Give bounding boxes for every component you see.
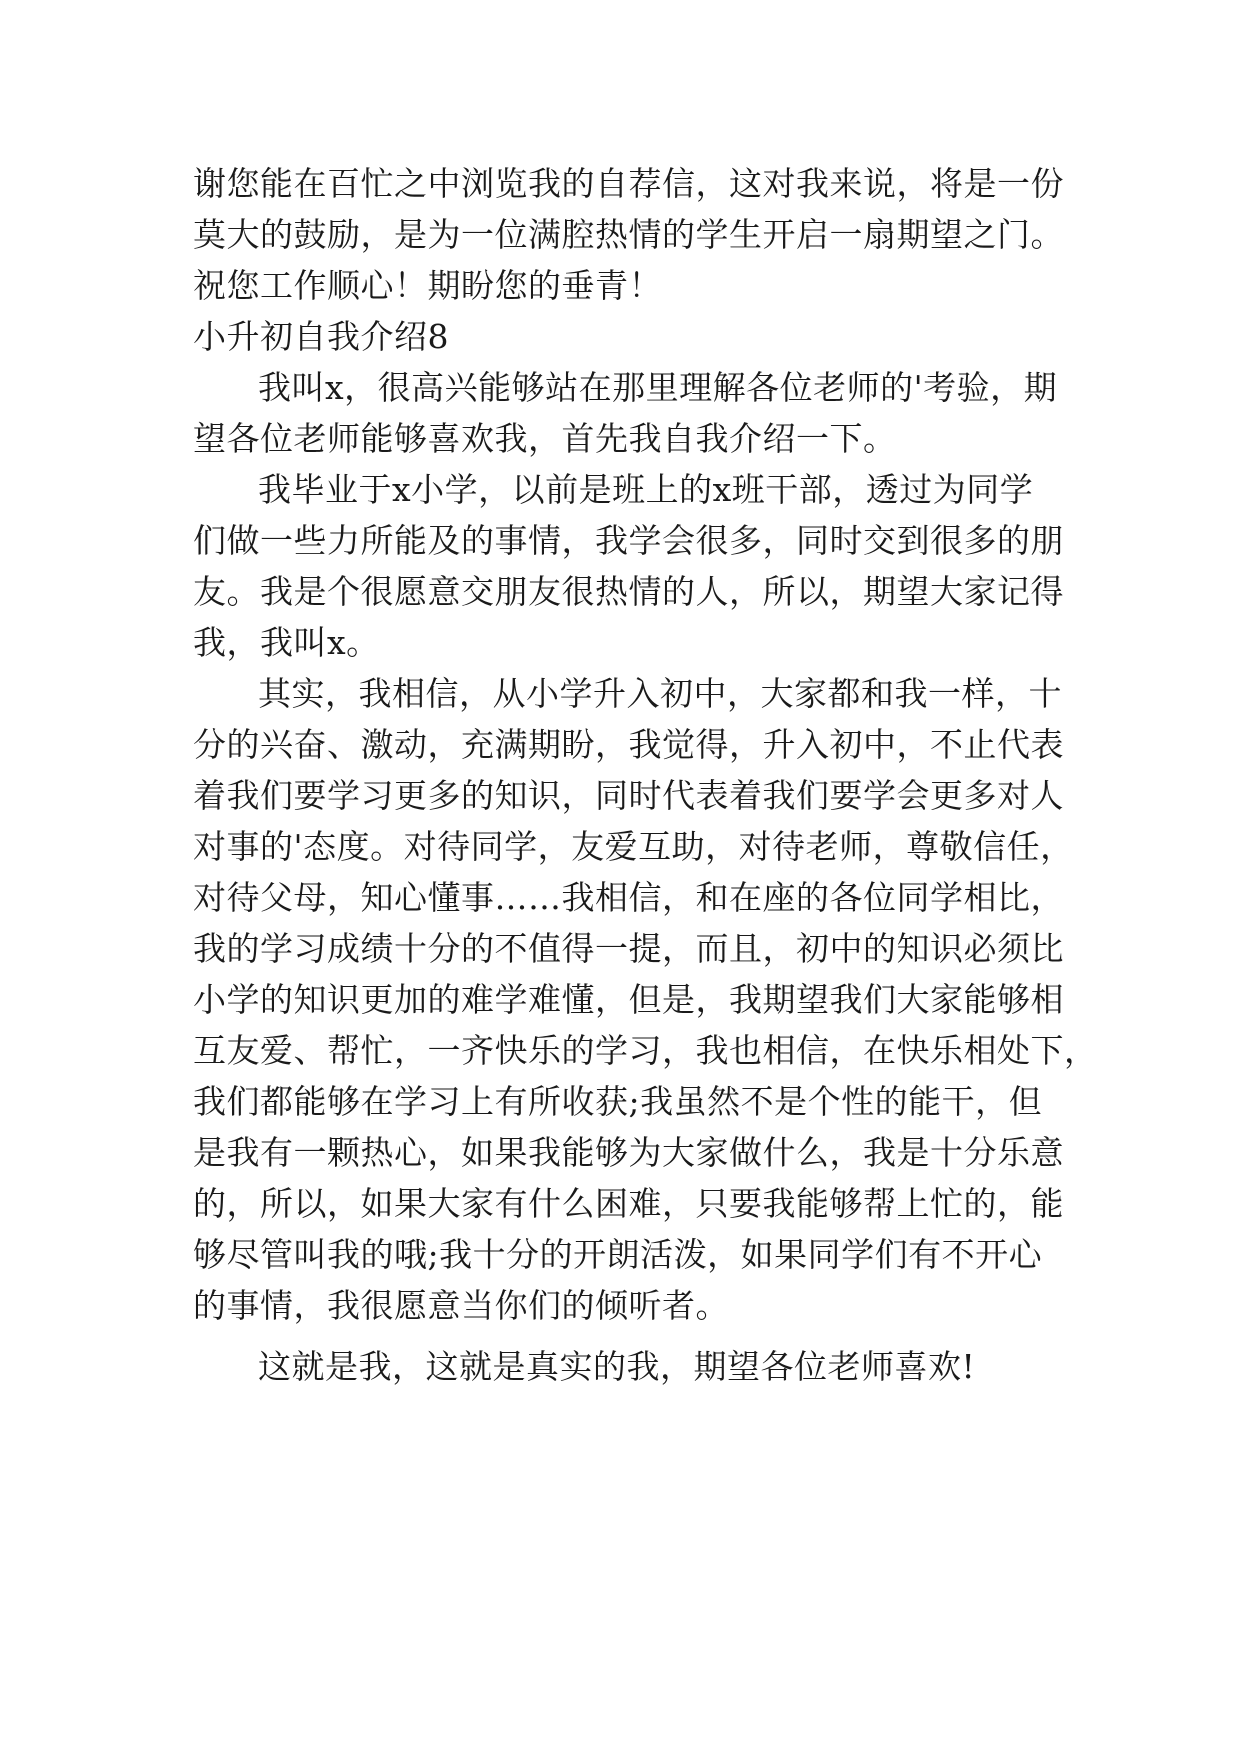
paragraph-line: 我们都能够在学习上有所收获;我虽然不是个性的能干，但	[193, 1082, 1043, 1121]
paragraph-line: 们做一些力所能及的事情，我学会很多，同时交到很多的朋	[193, 521, 1064, 560]
paragraph-line: 是我有一颗热心，如果我能够为大家做什么，我是十分乐意	[193, 1133, 1064, 1172]
paragraph-line: 其实，我相信，从小学升入初中，大家都和我一样，十	[258, 674, 1062, 713]
paragraph-line: 的，所以，如果大家有什么困难，只要我能够帮上忙的，能	[193, 1184, 1064, 1223]
paragraph-line: 对事的'态度。对待同学，友爱互助，对待老师，尊敬信任，	[193, 827, 1074, 866]
paragraph-line: 着我们要学习更多的知识，同时代表着我们要学会更多对人	[193, 776, 1064, 815]
paragraph-line: 我毕业于x小学，以前是班上的x班干部，透过为同学	[258, 470, 1034, 509]
paragraph-line: 莫大的鼓励，是为一位满腔热情的学生开启一扇期望之门。	[193, 215, 1064, 254]
paragraph-line: 望各位老师能够喜欢我，首先我自我介绍一下。	[193, 419, 897, 458]
paragraph-line: 小学的知识更加的难学难懂，但是，我期望我们大家能够相	[193, 980, 1064, 1019]
paragraph-line: 对待父母，知心懂事……我相信，和在座的各位同学相比，	[193, 878, 1064, 917]
paragraph-line: 互友爱、帮忙，一齐快乐的学习，我也相信，在快乐相处下，	[193, 1031, 1098, 1070]
paragraph-line: 我叫x，很高兴能够站在那里理解各位老师的'考验，期	[258, 368, 1058, 407]
paragraph-line: 友。我是个很愿意交朋友很热情的人，所以，期望大家记得	[193, 572, 1064, 611]
paragraph-line: 分的兴奋、激动，充满期盼，我觉得，升入初中，不止代表	[193, 725, 1064, 764]
paragraph-line: 祝您工作顺心！期盼您的垂青！	[193, 266, 662, 305]
paragraph-line: 我的学习成绩十分的不值得一提，而且，初中的知识必须比	[193, 929, 1064, 968]
paragraph-line: 谢您能在百忙之中浏览我的自荐信，这对我来说，将是一份	[193, 164, 1064, 203]
section-heading: 小升初自我介绍8	[193, 317, 449, 356]
paragraph-line: 的事情，我很愿意当你们的倾听者。	[193, 1286, 729, 1325]
paragraph-line: 够尽管叫我的哦;我十分的开朗活泼，如果同学们有不开心	[193, 1235, 1043, 1274]
paragraph-line: 我，我叫x。	[193, 623, 380, 662]
paragraph-line: 这就是我，这就是真实的我，期望各位老师喜欢!	[258, 1347, 976, 1386]
